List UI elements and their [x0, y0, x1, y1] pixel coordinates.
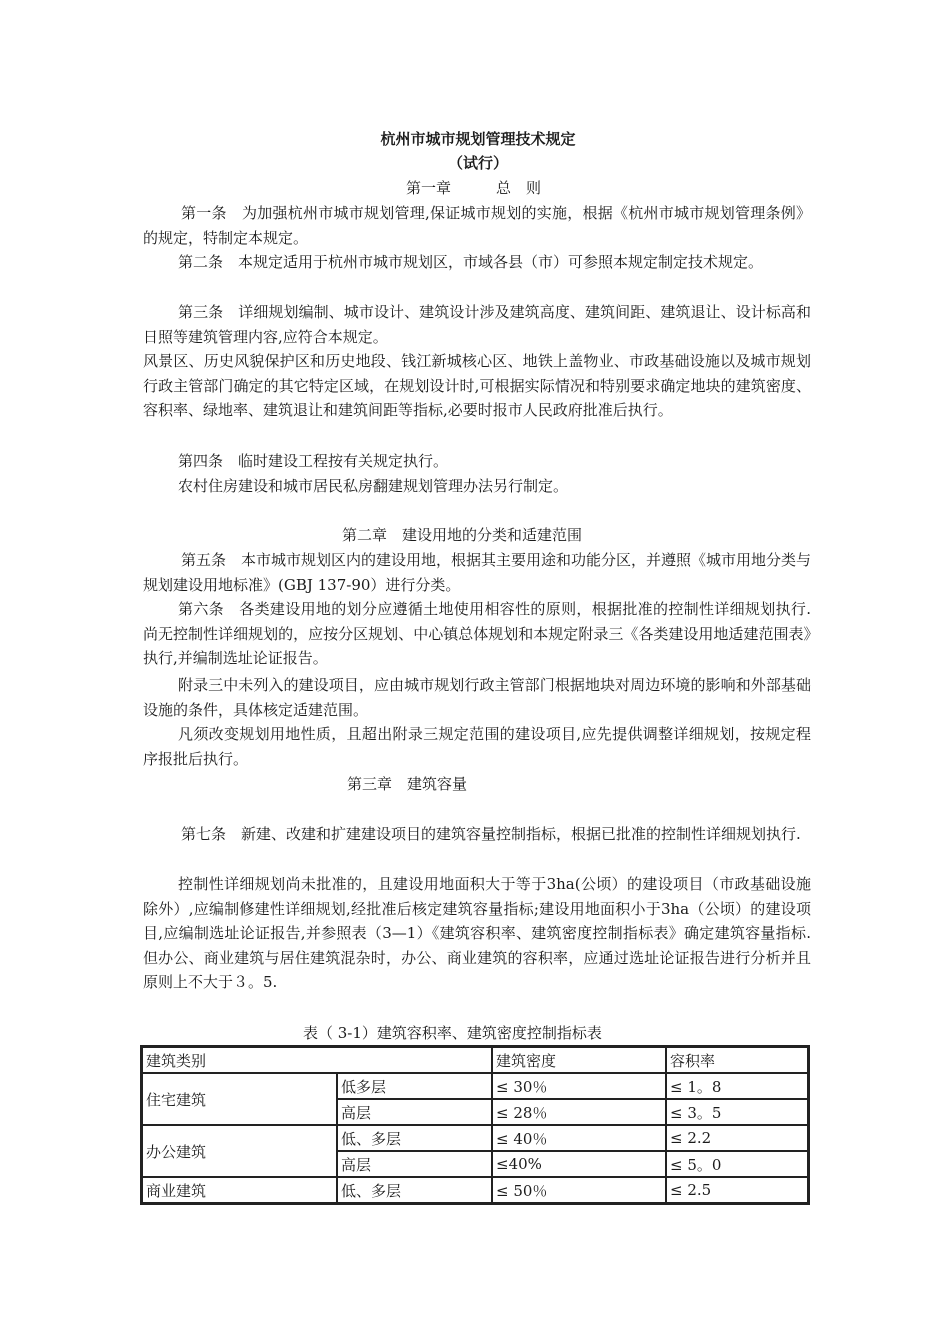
- table-header-row: [142, 1047, 808, 1073]
- document-title: 杭州市城市规划管理技术规定: [380, 130, 576, 148]
- article-2: 第二条 本规定适用于杭州市城市规划区，市域各县（市）可参照本规定制定技术规定。: [178, 253, 764, 271]
- table-row: [142, 1073, 808, 1099]
- chapter-3-heading: 第三章 建筑容量: [347, 775, 468, 793]
- subcategory-cell: 低多层: [337, 1073, 492, 1099]
- category-cell: 商业建筑: [142, 1177, 337, 1203]
- document-subtitle: （试行）: [447, 154, 508, 172]
- paragraph-land-use-change: 凡须改变规划用地性质，且超出附录三规定范围的建设项目,应先提供调整详细规划，按规定程序报批后执行。: [143, 725, 811, 768]
- far-cell: ≤ 1。8: [666, 1073, 808, 1099]
- far-cell: ≤ 2.2: [666, 1125, 808, 1151]
- paragraph-special-areas: 风景区、历史风貌保护区和历史地段、钱江新城核心区、地铁上盖物业、市政基础设施以及城市规划行政主管部门确定的其它特定区域，在规划设计时,可根据实际情况和特别要求确定地块的建筑密度、容积率、绿地率、建筑退让和建筑间距等指标,必要时报市人民政府批准后执行。: [143, 352, 811, 419]
- article-1: 第一条 为加强杭州市城市规划管理,保证城市规划的实施，根据《杭州市城市规划管理条例》的规定，特制定本规定。: [143, 204, 811, 247]
- table-caption: 表（ 3-1）建筑容积率、建筑密度控制指标表: [303, 1024, 602, 1042]
- article-6: 第六条 各类建设用地的划分应遵循土地使用相容性的原则，根据批准的控制性详细规划执行.尚无控制性详细规划的，应按分区规划、中心镇总体规划和本规定附录三《各类建设用地适建范围表》执行,并编制选址论证报告。: [143, 600, 811, 667]
- subcategory-cell: 低、多层: [337, 1177, 492, 1203]
- density-cell: ≤ 50％: [492, 1177, 666, 1203]
- density-cell: ≤ 28％: [492, 1099, 666, 1125]
- paragraph-rural-housing: 农村住房建设和城市居民私房翻建规划管理办法另行制定。: [178, 477, 569, 495]
- table-row: [142, 1125, 808, 1151]
- paragraph-appendix-3: 附录三中未列入的建设项目，应由城市规划行政主管部门根据地块对周边环境的影响和外部基础设施的条件，具体核定适建范围。: [143, 676, 811, 719]
- header-density: 建筑密度: [492, 1047, 666, 1073]
- subcategory-cell: 高层: [337, 1099, 492, 1125]
- subcategory-cell: 高层: [337, 1151, 492, 1177]
- subcategory-cell: 低、多层: [337, 1125, 492, 1151]
- article-4: 第四条 临时建设工程按有关规定执行。: [178, 452, 449, 470]
- header-category: 建筑类别: [142, 1047, 492, 1073]
- chapter-2-heading: 第二章 建设用地的分类和适建范围: [342, 526, 583, 544]
- article-7: 第七条 新建、改建和扩建建设项目的建筑容量控制指标，根据已批准的控制性详细规划执行.: [181, 825, 801, 843]
- far-cell: ≤ 2.5: [666, 1177, 808, 1203]
- category-cell: 住宅建筑: [142, 1073, 337, 1125]
- paragraph-floor-area-ratio: 控制性详细规划尚未批准的，且建设用地面积大于等于3ha(公顷）的建设项目（市政基础设施除外）,应编制修建性详细规划,经批准后核定建筑容量指标;建设用地面积小于3ha（公顷）的建设项目,应编制选址论证报告,并参照表（3—1）《建筑容积率、建筑密度控制指标表》确定建筑容量指标.但办公、商业建筑与居住建筑混杂时，办公、商业建筑的容积率，应通过选址论证报告进行分析并且原则上不大于３。5.: [143, 875, 811, 991]
- density-cell: ≤40%: [492, 1151, 666, 1177]
- article-5: 第五条 本市城市规划区内的建设用地，根据其主要用途和功能分区，并遵照《城市用地分类与规划建设用地标准》(GBJ 137-90）进行分类。: [143, 551, 812, 594]
- density-ratio-table: [140, 1045, 810, 1205]
- table-row: [142, 1177, 808, 1203]
- chapter-1-heading: 第一章 总 则: [406, 179, 542, 197]
- far-cell: ≤ 5。0: [666, 1151, 808, 1177]
- far-cell: ≤ 3。5: [666, 1099, 808, 1125]
- density-cell: ≤ 40％: [492, 1125, 666, 1151]
- density-cell: ≤ 30％: [492, 1073, 666, 1099]
- article-3: 第三条 详细规划编制、城市设计、建筑设计涉及建筑高度、建筑间距、建筑退让、设计标高和日照等建筑管理内容,应符合本规定。: [143, 303, 811, 346]
- category-cell: 办公建筑: [142, 1125, 337, 1177]
- header-far: 容积率: [666, 1047, 808, 1073]
